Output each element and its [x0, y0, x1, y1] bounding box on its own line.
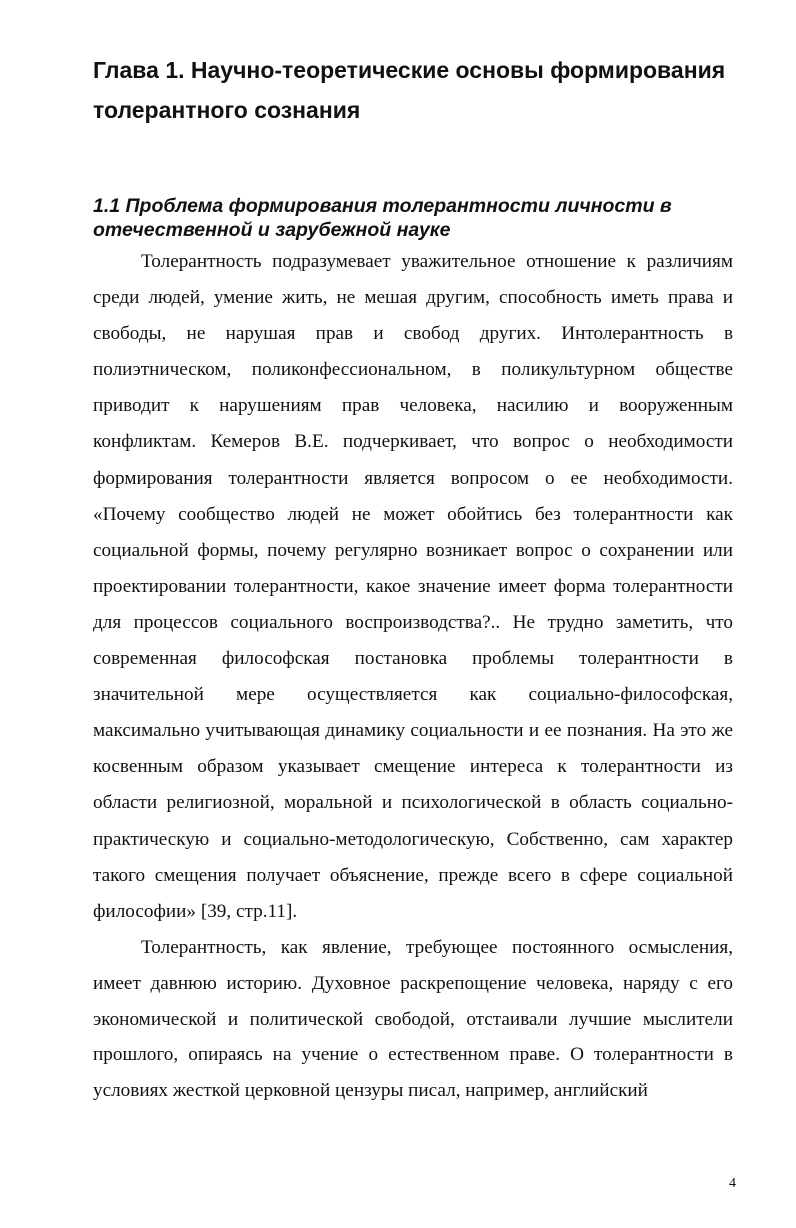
page-number: 4: [729, 1176, 736, 1191]
section-title: 1.1 Проблема формирования толерантности личности в отечественной и зарубежной науке: [93, 195, 672, 241]
body-paragraph-1: Толерантность подразумевает уважительное отношение к различиям среди людей, умение жить, не мешая другим, способность иметь права и свободы, не нарушая прав и свобод других. Интолерантность в полиэтническом, поликонфессиональном, в поликультурном обществе приводит к нарушениям прав человека, насилию и вооруженным конфликтам. Кемеров В.Е. подчеркивает, что вопрос о необходимости формирования толерантности является вопросом о ее необходимости. «Почему сообщество людей не может обойтись без толерантности как социальной формы, почему регулярно возникает вопрос о сохранении или проектировании толерантности, какое значение имеет форма толерантности для процессов социального воспроизводства?.. Не трудно заметить, что современная философская постановка проблемы толерантности в значительной мере осуществляется как социально-философская, максимально учитывающая динамику социальности и ее познания. На это же косвенным образом указывает смещение интереса к толерантности из области религиозной, моральной и психологической в область социально-практическую и социально-методологическую, Собственно, сам характер такого смещения получает объяснение, прежде всего в сфере социальной философии» [39, стр.11].: [93, 251, 733, 922]
body-paragraph-2: Толерантность, как явление, требующее постоянного осмысления, имеет давнюю историю. Духовное раскрепощение человека, наряду с его экономической и политической свободой, отстаивали лучшие мыслители прошлого, опираясь на учение о естественном праве. О толерантности в условиях жесткой церковной цензуры писал, например, английский: [93, 937, 733, 1102]
chapter-title: Глава 1. Научно-теоретические основы формирования толерантного сознания: [93, 57, 726, 123]
